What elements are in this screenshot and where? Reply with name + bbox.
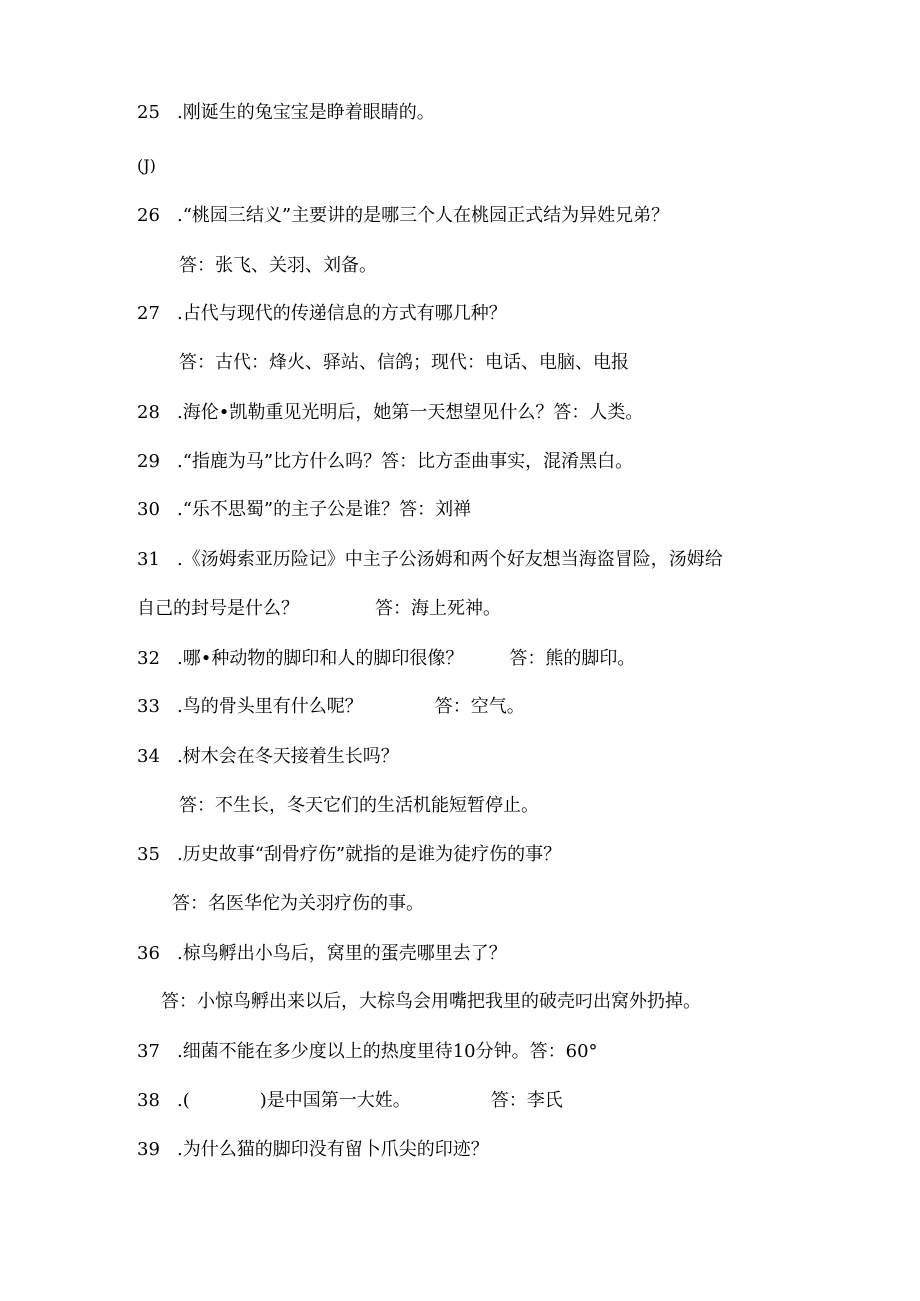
question-number: 28 — [137, 402, 160, 423]
question-text-continued: )是中国第一大姓。 — [259, 1090, 411, 1111]
question-36 — [137, 942, 507, 966]
question-37 — [137, 1040, 598, 1064]
question-text: .细菌不能在多少度以上的热度里待10分钟。答：60° — [177, 1041, 598, 1062]
answer-34: 答：不生长，冬天它们的生活机能短暂停止。 — [179, 795, 539, 816]
question-number: 34 — [137, 746, 160, 767]
question-text: .“桃园三结义”主要讲的是哪三个人在桃园正式结为异姓兄弟？ — [177, 205, 670, 226]
question-text: .海伦•凯勒重见光明后，她第一天想望见什么？答：人类。 — [177, 402, 644, 423]
answer-text: 答：李氏 — [490, 1090, 563, 1111]
answer-text: 答：空气。 — [434, 696, 525, 717]
question-text: .椋鸟孵出小鸟后，窝里的蛋壳哪里去了？ — [177, 943, 507, 964]
question-30 — [137, 498, 471, 522]
question-32 — [137, 647, 635, 671]
question-number: 38 — [137, 1090, 160, 1111]
question-text: .( — [177, 1090, 190, 1111]
question-text: .刚诞生的兔宝宝是睁着眼睛的。 — [177, 102, 435, 123]
question-text: .历史故事“刮骨疗伤”就指的是谁为徒疗伤的事？ — [177, 844, 562, 865]
answer-26: 答：张飞、关羽、刘备。 — [179, 255, 377, 276]
question-number: 25 — [137, 102, 160, 123]
question-text: .“乐不思蜀”的主子公是谁？答：刘禅 — [177, 499, 472, 520]
answer-text: 答：海上死神。 — [375, 598, 501, 619]
question-34 — [137, 745, 399, 769]
question-number: 27 — [137, 303, 160, 324]
question-number: 36 — [137, 943, 160, 964]
question-35 — [137, 843, 561, 867]
question-text: .哪•种动物的脚印和人的脚印很像？ — [177, 648, 464, 669]
question-31-continued — [137, 597, 501, 621]
question-text: .为什么猫的脚印没有留卜爪尖的印迹？ — [177, 1139, 489, 1160]
question-28 — [137, 401, 643, 425]
question-29 — [137, 450, 633, 474]
question-39 — [137, 1138, 489, 1162]
question-25 — [137, 101, 435, 125]
answer-mark-25: (J) — [137, 156, 156, 175]
question-text: 自己的封号是什么？ — [137, 598, 299, 619]
question-number: 32 — [137, 648, 160, 669]
question-27 — [137, 302, 507, 326]
question-text: .鸟的骨头里有什么呢？ — [177, 696, 363, 717]
answer-text: 答：熊的脚印。 — [509, 648, 636, 669]
question-number: 30 — [137, 499, 160, 520]
answer-36: 答：小惊鸟孵出来以后，大棕鸟会用嘴把我里的破壳叼出窝外扔掉。 — [161, 991, 701, 1012]
question-number: 31 — [137, 549, 160, 570]
question-38 — [137, 1089, 563, 1113]
question-text: .《汤姆索亚历险记》中主子公汤姆和两个好友想当海盗冒险，汤姆给 — [177, 549, 723, 570]
answer-27: 答：古代：烽火、驿站、信鸽；现代：电话、电脑、电报 — [179, 352, 629, 373]
question-number: 29 — [137, 451, 160, 472]
question-text: .“指鹿为马”比方什么吗？答：比方歪曲事实，混淆黑白。 — [177, 451, 634, 472]
question-33 — [137, 695, 525, 719]
question-number: 37 — [137, 1041, 160, 1062]
question-31 — [137, 548, 723, 572]
question-26 — [137, 204, 669, 228]
question-number: 33 — [137, 696, 160, 717]
question-text: .树木会在冬天接着生长吗？ — [177, 746, 399, 767]
question-number: 35 — [137, 844, 160, 865]
question-number: 26 — [137, 205, 160, 226]
question-number: 39 — [137, 1139, 160, 1160]
answer-35: 答：名医华佗为关羽疗伤的事。 — [172, 893, 424, 914]
question-text: .占代与现代的传递信息的方式有哪几种？ — [177, 303, 507, 324]
